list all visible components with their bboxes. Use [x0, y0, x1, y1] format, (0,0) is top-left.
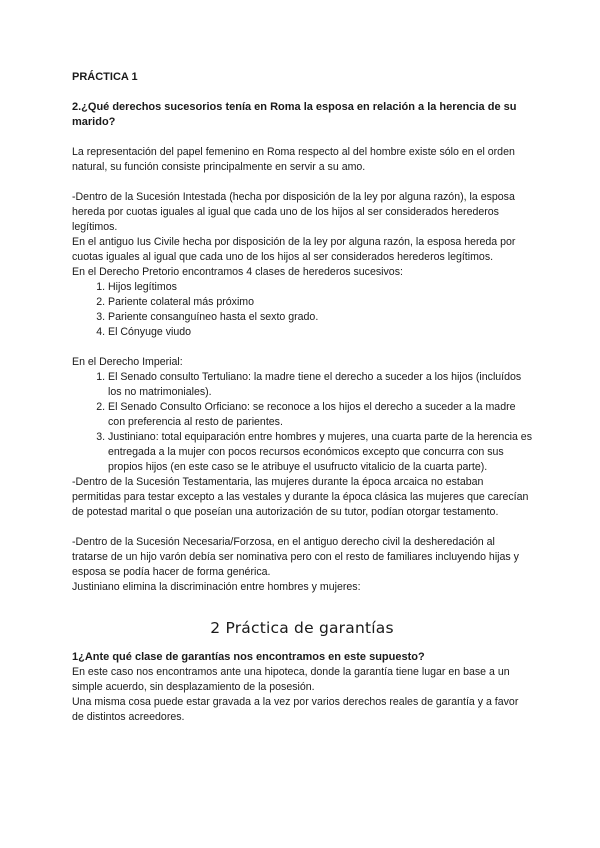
list-item: 1. Hijos legítimos — [108, 280, 532, 295]
justiniano-paragraph: Justiniano elimina la discriminación entre hombres y mujeres: — [72, 581, 361, 593]
answer-paragraph-1: En este caso nos encontramos ante una hipoteca, donde la garantía tiene lugar en base a un simple acuerdo, sin desplazamiento de la posesión. — [72, 666, 510, 693]
document-title: PRÁCTICA 1 — [72, 71, 138, 83]
list-item: 3. Justiniano: total equiparación entre hombres y mujeres, una cuarta parte de la herencia es entregada a la mujer con pocos recursos económicos excepto que concurra con sus propios hijos (en este caso se le atribuye el usufructo vitalicio de la cuarta parte). — [108, 430, 532, 475]
list-item: 3. Pariente consanguíneo hasta el sexto grado. — [108, 310, 532, 325]
question-heading-2: 1¿Ante qué clase de garantías nos encontramos en este supuesto? — [72, 651, 425, 663]
list-item: 1. El Senado consulto Tertuliano: la madre tiene el derecho a suceder a los hijos (incluídos los no matrimoniales). — [108, 370, 532, 400]
spacer — [72, 340, 532, 355]
intestada-paragraph: -Dentro de la Sucesión Intestada (hecha por disposición de la ley por alguna razón), la esposa hereda por cuotas iguales al igual que cada uno de los hijos al ser considerados herederos legítimos. — [72, 191, 515, 233]
testamentaria-paragraph: -Dentro de la Sucesión Testamentaria, las mujeres durante la época arcaica no estaban permitidas para testar excepto a las vestales y durante la época clásica las mujeres que carecían de potestad marital o que poseían una autorización de su tutor, podían otorgar testamento. — [72, 476, 529, 518]
list-item: 2. Pariente colateral más próximo — [108, 295, 532, 310]
spacer — [72, 175, 532, 190]
necesaria-paragraph: -Dentro de la Sucesión Necesaria/Forzosa, en el antiguo derecho civil la desheredación al tratarse de un hijo varón debía ser nominativa pero con el resto de familiares incluyendo hijas y esposa se podía hacer de forma genérica. — [72, 536, 519, 578]
pretorio-list — [72, 280, 532, 340]
list-item: 4. El Cónyuge viudo — [108, 325, 532, 340]
document-page — [72, 70, 532, 725]
answer-paragraph-2: Una misma cosa puede estar gravada a la vez por varios derechos reales de garantía y a favor de distintos acreedores. — [72, 696, 519, 723]
imperial-list — [72, 370, 532, 475]
ius-civile-paragraph: En el antiguo Ius Civile hecha por disposición de la ley por alguna razón, la esposa hereda por cuotas iguales al igual que cada uno de los hijos al ser considerados herederos legítimos. — [72, 236, 516, 263]
question-heading-1: 2.¿Qué derechos sucesorios tenía en Roma la esposa en relación a la herencia de su marido? — [72, 101, 517, 128]
section-2-heading: 2 Práctica de garantías — [210, 619, 394, 637]
imperial-paragraph: En el Derecho Imperial: — [72, 356, 183, 368]
spacer — [72, 520, 532, 535]
pretorio-paragraph: En el Derecho Pretorio encontramos 4 clases de herederos sucesivos: — [72, 266, 403, 278]
intro-paragraph: La representación del papel femenino en Roma respecto al del hombre existe sólo en el orden natural, su función consiste principalmente en servir a su amo. — [72, 146, 515, 173]
list-item: 2. El Senado Consulto Orficiano: se reconoce a los hijos el derecho a suceder a la madre con preferencia al resto de parientes. — [108, 400, 532, 430]
